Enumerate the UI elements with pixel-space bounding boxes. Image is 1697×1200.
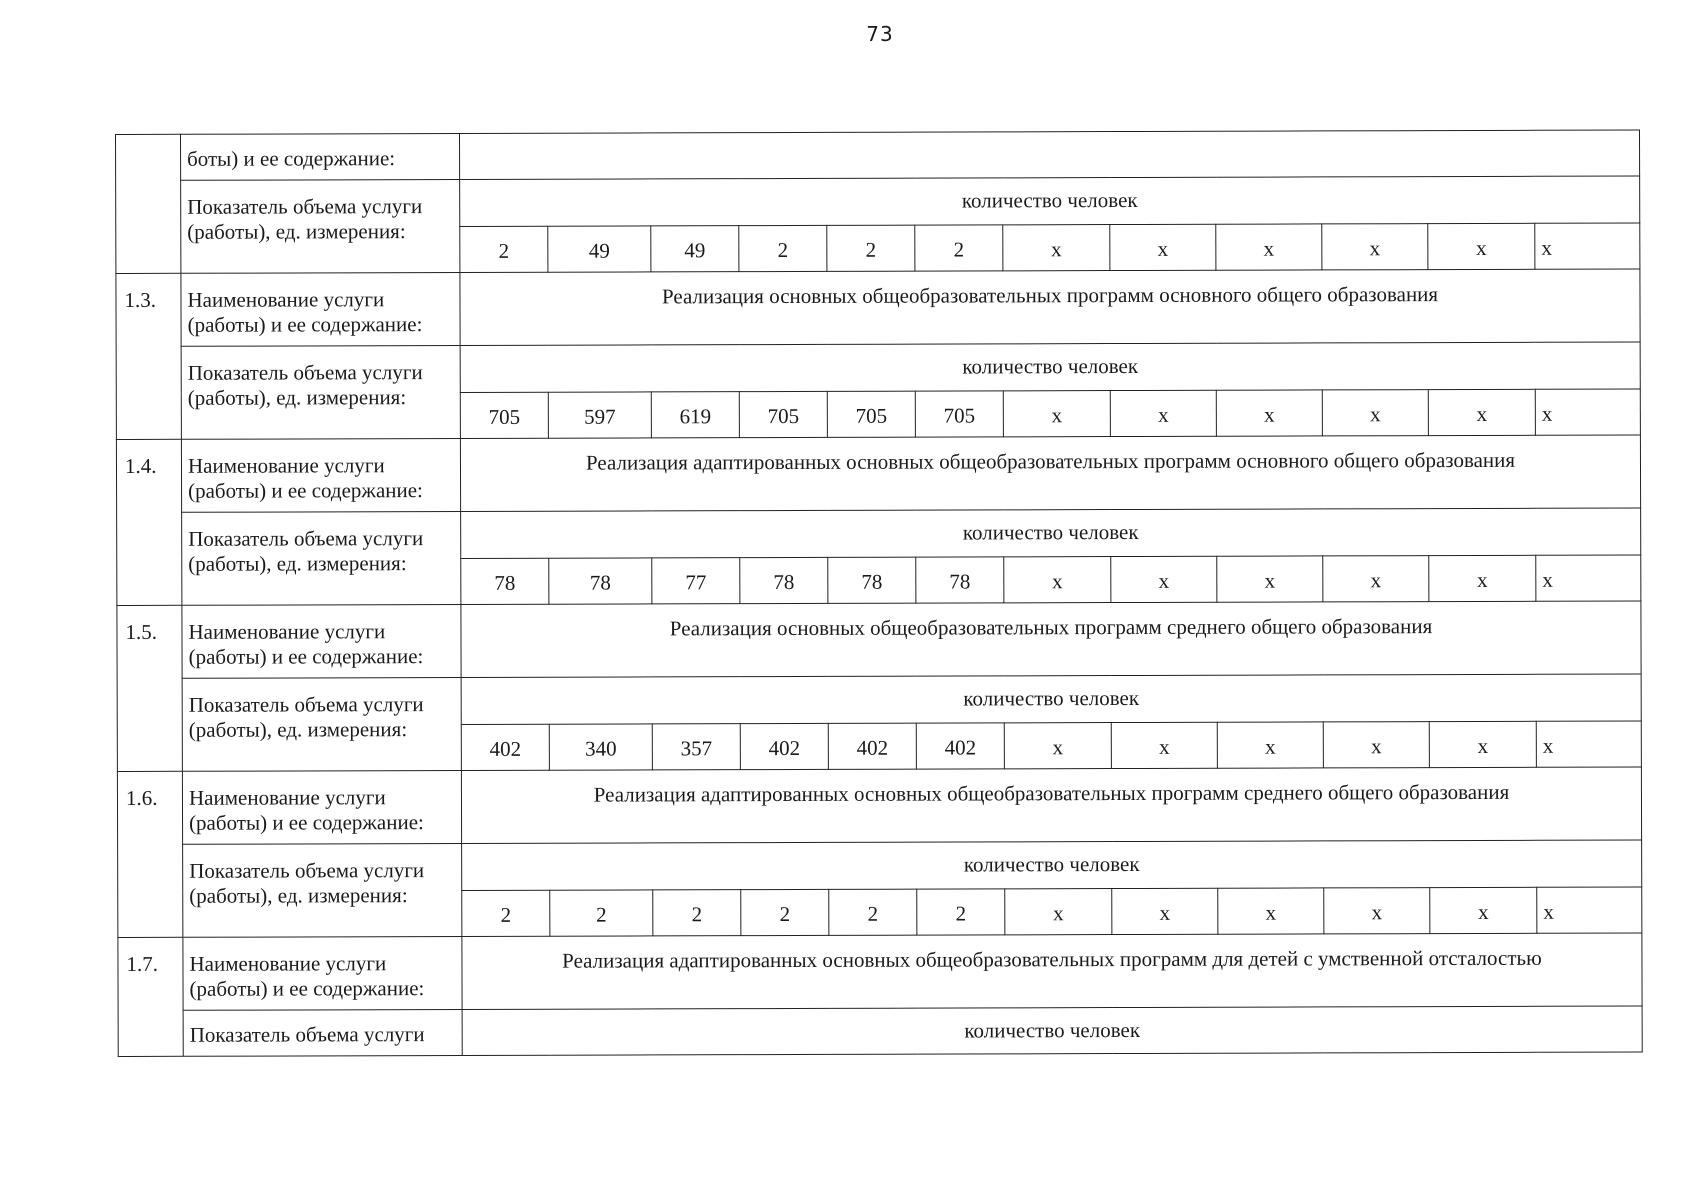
value-cell: 402 bbox=[828, 723, 916, 769]
table-row bbox=[116, 342, 1640, 394]
value-cell: x bbox=[1322, 390, 1428, 436]
value-cell: 49 bbox=[651, 226, 739, 272]
value-cell: x bbox=[1110, 224, 1216, 270]
value-cell: x bbox=[1429, 555, 1536, 601]
row-number: 1.7. bbox=[118, 937, 183, 1056]
services-table bbox=[115, 129, 1643, 1057]
value-cell: x bbox=[1003, 391, 1110, 437]
value-cell: 2 bbox=[827, 225, 915, 271]
value-cell: 2 bbox=[460, 226, 548, 272]
table-row bbox=[118, 1006, 1642, 1057]
service-name: Реализация адаптированных основных общеобразовательных программ основного общего образования bbox=[460, 435, 1640, 512]
value-cell: x bbox=[1323, 556, 1429, 602]
table-row bbox=[116, 435, 1640, 513]
value-cell: x bbox=[1324, 888, 1430, 934]
value-cell: 78 bbox=[916, 557, 1004, 603]
value-cell: 705 bbox=[460, 392, 548, 438]
value-cell: x bbox=[1429, 721, 1536, 767]
value-cell: 77 bbox=[652, 558, 740, 604]
value-cell: 2 bbox=[917, 889, 1005, 935]
table-row bbox=[117, 508, 1641, 560]
service-name-label: Наименование услуги (работы) и ее содержание: bbox=[181, 272, 460, 346]
value-cell: 2 bbox=[739, 225, 827, 271]
value-cell: 2 bbox=[462, 890, 550, 936]
value-cell: 402 bbox=[461, 724, 549, 770]
volume-label: Показатель объема услуги bbox=[183, 1009, 462, 1056]
value-cell: 705 bbox=[739, 391, 827, 437]
volume-label: Показатель объема услуги (работы), ед. измерения: bbox=[182, 677, 461, 771]
value-cell: x bbox=[1004, 723, 1111, 769]
value-cell: 2 bbox=[829, 889, 917, 935]
volume-label: Показатель объема услуги (работы), ед. измерения: bbox=[182, 511, 461, 605]
service-name-cell bbox=[459, 130, 1639, 180]
value-cell: x bbox=[1112, 888, 1218, 934]
table-row bbox=[117, 767, 1641, 845]
value-cell: x bbox=[1005, 889, 1112, 935]
value-cell: 49 bbox=[548, 226, 651, 272]
value-cell: 705 bbox=[827, 391, 915, 437]
volume-label: Показатель объема услуги (работы), ед. измерения: bbox=[181, 345, 460, 439]
value-cell: 2 bbox=[550, 890, 653, 936]
table-row bbox=[116, 130, 1640, 181]
value-cell: 619 bbox=[651, 392, 739, 438]
value-cell: x bbox=[1536, 555, 1641, 601]
value-cell: x bbox=[1428, 223, 1535, 269]
service-name-label: Наименование услуги (работы) и ее содержание: bbox=[182, 770, 461, 844]
service-name-label: Наименование услуги (работы) и ее содержание: bbox=[183, 936, 462, 1010]
value-cell: x bbox=[1216, 224, 1322, 270]
value-cell: x bbox=[1430, 887, 1537, 933]
value-cell: 357 bbox=[652, 724, 740, 770]
value-cell: x bbox=[1216, 390, 1322, 436]
value-cell: x bbox=[1537, 887, 1642, 933]
service-name: Реализация основных общеобразовательных программ основного общего образования bbox=[460, 269, 1640, 346]
unit-cell: количество человек bbox=[461, 674, 1641, 725]
volume-label: Показатель объема услуги (работы), ед. измерения: bbox=[183, 843, 462, 937]
page-number: 73 bbox=[866, 22, 894, 46]
value-cell: 2 bbox=[741, 889, 829, 935]
value-cell: 705 bbox=[915, 391, 1003, 437]
value-cell: x bbox=[1428, 389, 1535, 435]
row-number: 1.3. bbox=[116, 273, 181, 439]
value-cell: x bbox=[1110, 390, 1216, 436]
value-cell: 2 bbox=[653, 890, 741, 936]
unit-cell: количество человек bbox=[462, 840, 1642, 891]
service-name-label: Наименование услуги (работы) и ее содержание: bbox=[182, 604, 461, 678]
service-name-label: Наименование услуги (работы) и ее содержание: bbox=[181, 438, 460, 512]
row-number-cell bbox=[116, 134, 181, 273]
table-row bbox=[117, 674, 1641, 726]
table-row bbox=[117, 601, 1641, 679]
value-cell: 597 bbox=[548, 392, 651, 438]
unit-cell: количество человек bbox=[460, 176, 1640, 227]
service-name: Реализация адаптированных основных общеобразовательных программ для детей с умственной отсталостью bbox=[462, 933, 1642, 1010]
unit-cell: количество человек bbox=[461, 508, 1641, 559]
value-cell: x bbox=[1004, 557, 1111, 603]
value-cell: x bbox=[1535, 389, 1640, 435]
value-cell: x bbox=[1536, 721, 1641, 767]
volume-label: Показатель объема услуги (работы), ед. измерения: bbox=[181, 179, 460, 273]
value-cell: x bbox=[1218, 888, 1324, 934]
table-row bbox=[118, 933, 1642, 1011]
value-cell: 78 bbox=[740, 557, 828, 603]
value-cell: x bbox=[1217, 722, 1323, 768]
unit-cell: количество человек bbox=[462, 1006, 1642, 1056]
value-cell: x bbox=[1322, 224, 1428, 270]
value-cell: 402 bbox=[740, 723, 828, 769]
service-name: Реализация основных общеобразовательных программ среднего общего образования bbox=[461, 601, 1641, 678]
value-cell: x bbox=[1111, 556, 1217, 602]
value-cell: 78 bbox=[549, 558, 652, 604]
value-cell: x bbox=[1217, 556, 1323, 602]
value-cell: 78 bbox=[461, 558, 549, 604]
row-number: 1.5. bbox=[117, 605, 182, 771]
table-row bbox=[116, 176, 1640, 228]
value-cell: x bbox=[1003, 225, 1110, 271]
service-name: Реализация адаптированных основных общеобразовательных программ среднего общего образования bbox=[461, 767, 1641, 844]
value-cell: 402 bbox=[916, 723, 1004, 769]
value-cell: x bbox=[1535, 223, 1640, 269]
row-number: 1.4. bbox=[116, 439, 181, 605]
value-cell: 78 bbox=[828, 557, 916, 603]
table-row bbox=[118, 840, 1642, 892]
value-cell: x bbox=[1111, 722, 1217, 768]
value-cell: 2 bbox=[915, 225, 1003, 271]
row-number: 1.6. bbox=[117, 771, 182, 937]
table-row bbox=[116, 269, 1640, 347]
value-cell: x bbox=[1323, 722, 1429, 768]
service-name-label: боты) и ее содержание: bbox=[181, 133, 460, 180]
value-cell: 340 bbox=[549, 724, 652, 770]
unit-cell: количество человек bbox=[460, 342, 1640, 393]
